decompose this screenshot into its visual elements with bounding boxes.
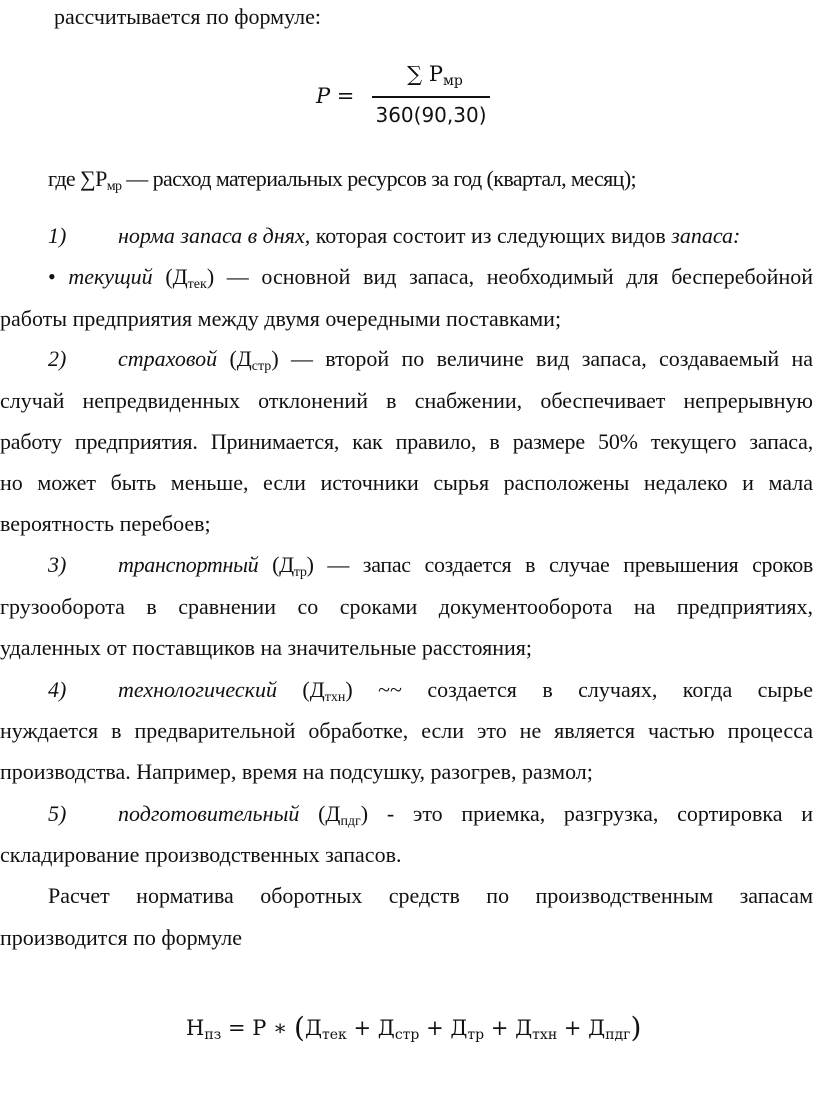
bullet-current: • текущий $(Д_{тек})$ — основной вид запаса, необходимый для бесперебойной: [48, 264, 813, 292]
item-number: 1): [48, 223, 67, 248]
item2-line4: но может быть меньше, если источники сырья расположены недалеко и мала: [0, 470, 813, 495]
intro-line: [54, 4, 754, 30]
bullet-marker: •: [48, 264, 56, 289]
item3-line2: грузооборота в сравнении со сроками документооборота на предприятиях,: [0, 594, 813, 619]
item4-line3: производства. Например, время на подсушку, разогрев, размол;: [0, 759, 593, 784]
fraction-bar: [372, 96, 490, 98]
where-line: где $\sum Р_{мр}$ — расход материальных ресурсов за год (квартал, месяц);: [48, 166, 637, 194]
formula-norm: $Н_{пз} = Р$ ∗ $(Д_{тек} + Д_{стр} + Д_{тр} + Д_{тхн} + Д_{пдг})$: [186, 1011, 642, 1044]
item2-line3: работу предприятия. Принимается, как правило, в размере 50% текущего запаса,: [0, 429, 813, 454]
final-paragraph-line2: производится по формуле: [0, 925, 242, 950]
formula-denominator: 360(90,30): [375, 103, 487, 127]
final-paragraph-line1: Расчет норматива оборотных средств по производственным запасам: [48, 883, 813, 908]
bullet-current-line2: работы предприятия между двумя очередными поставками;: [0, 306, 562, 331]
document-page: рассчитывается по формуле: P = ∑ $P_{мр}$ 360(90,30) где $\sum Р_{мр}$ — расход материальных ресурсов за год (квартал, месяц); 1) норма запаса в днях, которая состоит из следующих видов запаса: • текущий $(Д_{тек})$ — основной вид запаса, необходимый для бесперебойной работы предприятия между двумя очередными поставками; 2) страховой $(Д_{стр})$ — второй по величине вид запаса, создаваемый на случай непредвиденных отклонений в снабжении, обеспечивает непрерывную работу предприятия. Принимается, как правило, в размере 50% текущего запаса, но может быть меньше, если источники сырья расположены недалеко и мала вероятность перебоев; 3) транспортный $(Д_{тр})$ — запас создается в случае превышения сроков грузооборота в сравнении со сроками документооборота на предприятиях, удаленных от поставщиков на значительные расстояния; 4) технологический $(Д_{тхн})$ ~~ создается в случаях, когда сырье нуждается в предварительной обработке, если это не является частью процесса производства. Например, время на подсушку, разогрев, размол; 5) подготовительный $(Д_{пдг})$ - это приемка, разгрузка, сортировка и складирование производственных запасов. Расчет норматива оборотных средств по производственным запасам производится по формуле $Н_{пз} = Р$ ∗ $(Д_{тек} + Д_{стр} + Д_{тр} + Д_{тхн} + Д_{пдг})$: [0, 0, 816, 1115]
item2-line2: случай непредвиденных отклонений в снабжении, обеспечивает непрерывную: [0, 388, 813, 413]
item2-line5: вероятность перебоев;: [0, 511, 211, 536]
formula-lhs: P =: [316, 84, 355, 108]
item3-line3: удаленных от поставщиков на значительные расстояния;: [0, 635, 532, 660]
item5-line2: складирование производственных запасов.: [0, 842, 402, 867]
intro-text: рассчитывается по формуле:: [54, 4, 321, 29]
formula-numerator: ∑ $P_{мр}$: [407, 62, 463, 89]
item4-line2: нуждается в предварительной обработке, если это не является частью процесса: [0, 718, 813, 743]
